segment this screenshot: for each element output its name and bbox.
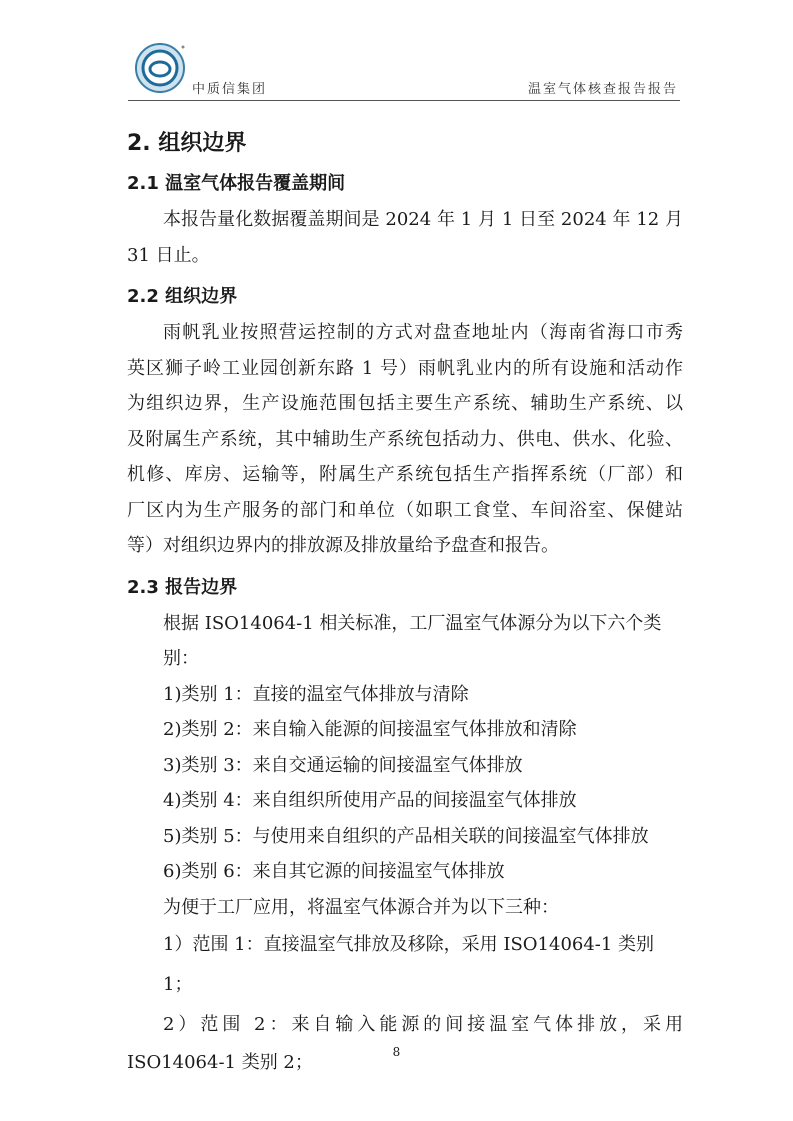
category-item: 1)类别 1：直接的温室气体排放与清除 — [163, 683, 469, 705]
subsection-heading-2-2: 2.2 组织边界 — [127, 286, 238, 307]
scope-item-continuation: ISO14064-1 类别 2； — [127, 1052, 313, 1073]
category-item: 3)类别 3：来自交通运输的间接温室气体排放 — [163, 754, 523, 776]
scope-item: 1）范围 1：直接温室气排放及移除，采用 ISO14064-1 类别 1； — [163, 934, 655, 995]
paragraph-line: 31 日止。 — [127, 244, 210, 266]
paragraph-line: 根据 ISO14064-1 相关标准，工厂温室气体源分为以下六个类别： — [163, 612, 662, 669]
paragraph-line: 为便于工厂应用，将温室气体源合并为以下三种： — [163, 896, 559, 918]
category-item: 5)类别 5：与使用来自组织的产品相关联的间接温室气体排放 — [163, 825, 649, 847]
page-body — [127, 126, 683, 1081]
header-doc-title: 温室气体核查报告报告 — [527, 82, 678, 97]
paragraph-line: 厂区内为生产服务的部门和单位（如职工食堂、车间浴室、保健站 — [127, 499, 683, 521]
header-org-name: 中质信集团 — [192, 82, 268, 97]
category-item: 2)类别 2：来自输入能源的间接温室气体排放和清除 — [163, 719, 577, 740]
paragraph-line: 雨帆乳业按照营运控制的方式对盘查地址内（海南省海口市秀 — [163, 322, 683, 343]
paragraph-line: 及附属生产系统，其中辅助生产系统包括动力、供电、供水、化验、 — [127, 428, 683, 450]
paragraph-line: 本报告量化数据覆盖期间是 2024 年 1 月 1 日至 2024 年 12 月 — [163, 209, 683, 230]
page-number: 8 — [392, 1045, 401, 1059]
company-logo-icon — [134, 42, 186, 94]
category-item: 4)类别 4：来自组织所使用产品的间接温室气体排放 — [163, 790, 577, 811]
paragraph-line: 为组织边界，生产设施范围包括主要生产系统、辅助生产系统、以 — [127, 393, 683, 414]
section-heading: 2. 组织边界 — [127, 131, 247, 156]
category-item: 6)类别 6：来自其它源的间接温室气体排放 — [163, 861, 505, 882]
paragraph-line: 等）对组织边界内的排放源及排放量给予盘查和报告。 — [127, 535, 559, 556]
paragraph-line: 英区狮子岭工业园创新东路 1 号）雨帆乳业内的所有设施和活动作 — [127, 357, 683, 379]
paragraph-line: 机修、库房、运输等，附属生产系统包括生产指挥系统（厂部）和 — [127, 464, 683, 485]
subsection-heading-2-1: 2.1 温室气体报告覆盖期间 — [127, 173, 346, 194]
page-header — [128, 38, 680, 101]
subsection-heading-2-3: 2.3 报告边界 — [127, 576, 238, 598]
scope-item: 2）范围 2：来自输入能源的间接温室气体排放，采用 — [163, 1014, 683, 1035]
